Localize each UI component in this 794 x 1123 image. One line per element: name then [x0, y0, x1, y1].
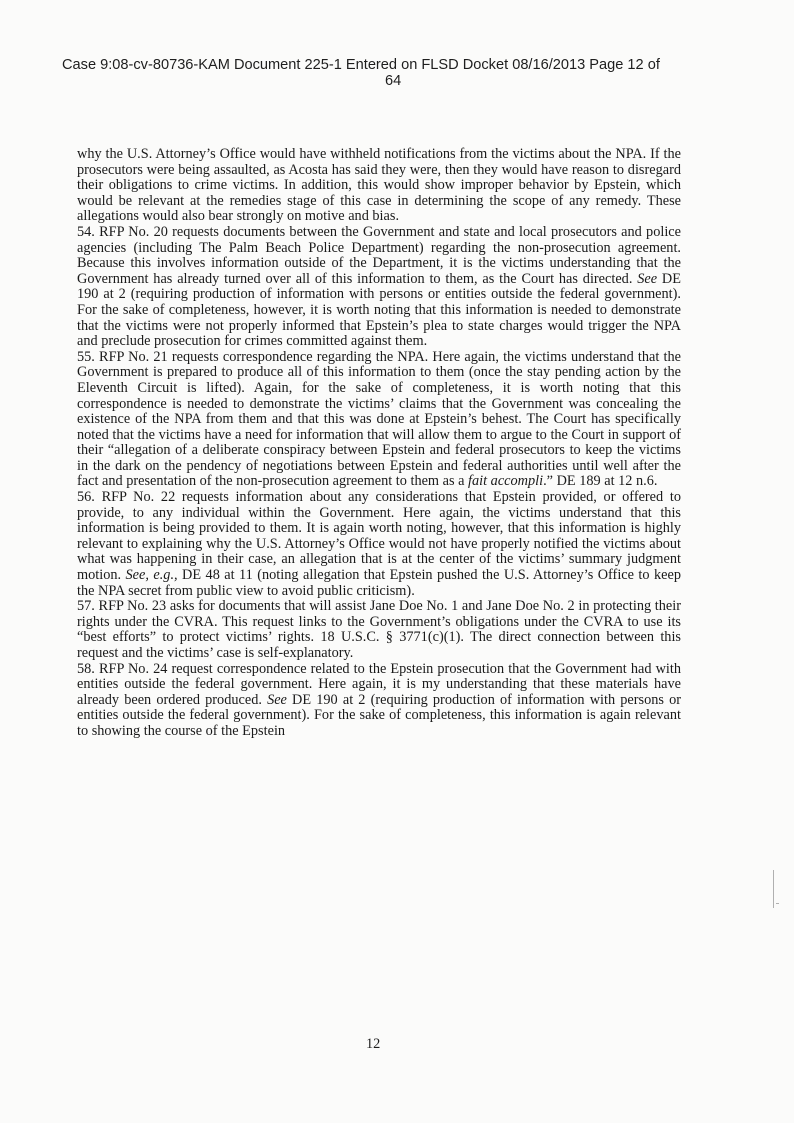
italic-text: See — [637, 270, 658, 287]
docket-header-line-2: 64 — [385, 73, 402, 89]
paragraph — [77, 225, 681, 350]
paragraph — [77, 490, 681, 599]
page-number: 12 — [366, 1036, 381, 1052]
docket-header — [62, 57, 762, 89]
paragraph-text: 58. RFP No. 24 request correspondence related to the Epstein prosecution that the Government had with entities outside the federal government. Here again, it is my understanding that these materials have already been ordered produced. — [77, 660, 681, 708]
paragraph — [77, 662, 681, 740]
paragraph-text: 55. RFP No. 21 requests correspondence regarding the NPA. Here again, the victims understand that the Government is prepared to produce all of this information to them (once the stay pending action by the Eleventh Circuit is lifted). Again, for the sake of completeness, it is worth noting that this correspondence is needed to demonstrate the victims’ claims that the Government was concealing the existence of the NPA from them and that this was done at Epstein’s behest. The Court has specifically noted that the victims have a need for information that will allow them to argue to the Court in support of their “allegation of a deliberate conspiracy between Epstein and federal prosecutors to keep the victims in the dark on the pendency of negotiations between Epstein and federal authorities until well after the fact and presentation of the non-prosecution agreement to them as a — [77, 348, 681, 490]
paragraph-text: why the U.S. Attorney’s Office would have withheld notifications from the victims about the NPA. If the prosecutors were being assaulted, as Acosta has said they were, then they would have reason to disregard their obligations to crime victims. In addition, this would show improper behavior by Epstein, which would be relevant at the remedies stage of this case in determining the scope of any remedy. These allegations would also bear strongly on motive and bias. — [77, 146, 681, 225]
paragraph-text: 54. RFP No. 20 requests documents between the Government and state and local prosecutors and police agencies (including The Palm Beach Police Department) regarding the non-prosecution agreement. Because this involves information outside of the Department, it is the victims understanding that the Government has already turned over all of this information to them, as the Court has directed. — [77, 223, 681, 287]
paragraph — [77, 599, 681, 661]
italic-text: fait accompli — [468, 473, 544, 490]
paragraph-text: DE 190 at 2 (requiring production of information with persons or entities outside the federal government). For the sake of completeness, however, it is worth noting that this information is needed to demonstrate that the victims were not properly informed that Epstein’s plea to state charges would trigger the NPA and preclude prosecution for crimes committed against them. — [77, 270, 681, 350]
italic-text: See — [267, 691, 287, 708]
scan-artifact-tick — [776, 903, 779, 904]
paragraph-text: DE 48 at 11 (noting allegation that Epstein pushed the U.S. Attorney’s Office to keep the NPA secret from public view to avoid public criticism). — [77, 567, 681, 599]
scan-artifact — [773, 870, 774, 908]
paragraph-text: .” DE 189 at 12 n.6. — [543, 473, 658, 490]
paragraph — [77, 147, 681, 225]
paragraph-text: 57. RFP No. 23 asks for documents that will assist Jane Doe No. 1 and Jane Doe No. 2 in protecting their rights under the CVRA. This request links to the Government’s obligations under the CVRA to use its “best efforts” to protect victims’ rights. 18 U.S.C. § 3771(c)(1). The direct connection between this request and the victims’ case is self-explanatory. — [77, 598, 681, 661]
paragraph-text: 56. RFP No. 22 requests information about any considerations that Epstein provided, or offered to provide, to any individual within the Government. Here again, the victims understand that this information is being provided to them. It is again worth noting, however, that this information is highly relevant to explaining why the U.S. Attorney’s Office would not have properly notified the victims about what was happening in their case, an allegation that is at the center of the victims’ summary judgment motion. — [77, 489, 681, 584]
paragraph — [77, 350, 681, 490]
docket-header-line-1: Case 9:08-cv-80736-KAM Document 225-1 Entered on FLSD Docket 08/16/2013 Page 12 of — [62, 57, 660, 73]
italic-text: See, e.g., — [125, 567, 178, 584]
document-body — [77, 147, 681, 740]
paragraph-text: DE 190 at 2 (requiring production of information with persons or entities outside the federal government). For the sake of completeness, this information is again relevant to showing the course of the Epstein — [77, 691, 681, 739]
